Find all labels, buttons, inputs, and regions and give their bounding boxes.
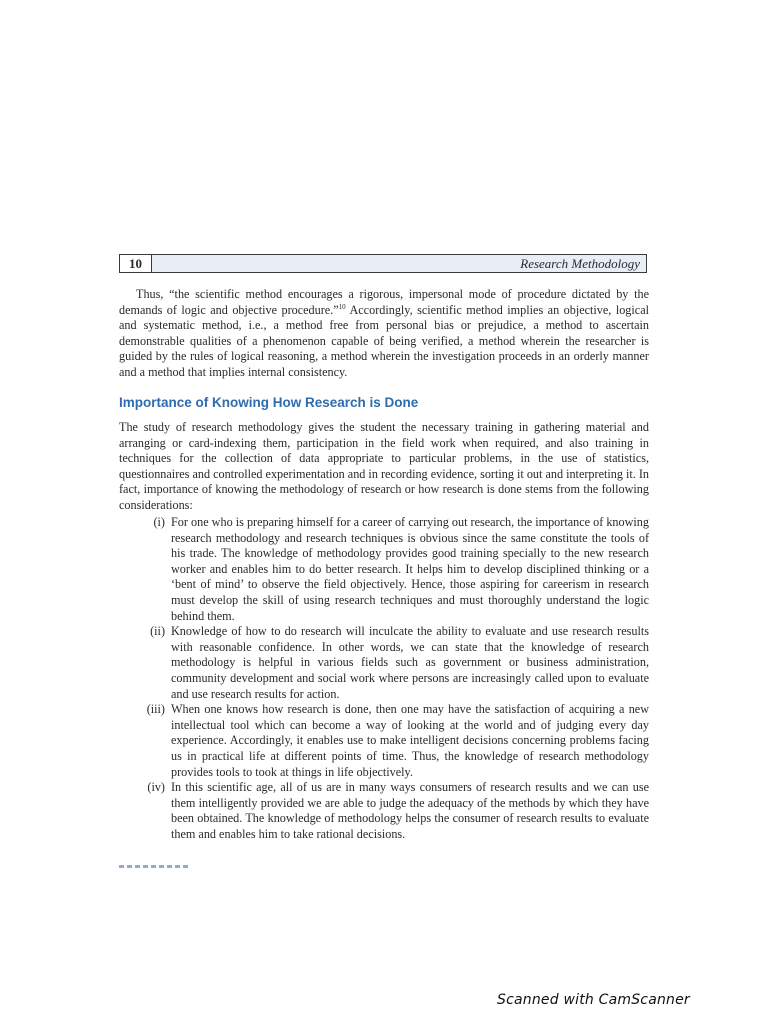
list-item-marker: (i) [153, 515, 165, 529]
footnote-marker: 10 [338, 302, 346, 311]
list-item [119, 624, 649, 702]
page-header [119, 254, 647, 273]
cut-off-heading-mark [119, 865, 191, 868]
list-item-text: In this scientific age, all of us are in many ways consumers of research results and we can use them intelligently provided we are able to judge the adequacy of the methods by which they have been obtained. The knowledge of methodology helps the consumer of research results to evaluate them and enables him to take rational decisions. [171, 780, 649, 841]
section-heading: Importance of Knowing How Research is Done [119, 395, 419, 410]
intro-paragraph [119, 287, 649, 381]
list-item [119, 780, 649, 842]
intro-text-after-note: Accordingly, scientific method implies an objective, logical and systematic method, i.e., a method free from personal bias or prejudice, a method to ascertain demonstrable qualities of a phenomenon capable of being verified, a method wherein the researcher is guided by the rules of logical reasoning, a method wherein the investigation proceeds in an orderly manner and a method that implies internal consistency. [119, 302, 649, 379]
considerations-list [119, 515, 649, 842]
cut-off-heading-fragment [119, 862, 191, 868]
list-item-marker: (ii) [150, 624, 165, 639]
list-item [119, 515, 649, 624]
page-number: 10 [120, 255, 152, 272]
list-item-text: When one knows how research is done, then one may have the satisfaction of acquiring a new intellectual tool which can become a way of looking at the world and of judging every day experience. Accordingly, it enables use to make intelligent decisions concerning problems facing us in practical life at different points of time. Thus, the knowledge of research methodology provides tools to took at things in life objectively. [171, 702, 649, 779]
list-item-text: For one who is preparing himself for a career of carrying out research, the importance of knowing research methodology and research techniques is obvious since the same constitute the tools of his trade. The knowledge of methodology provides good training specially to the new research worker and enables him to do better research. It helps him to develop disciplined thinking or a ‘bent of mind’ to observe the field objectively. Hence, those aspiring for careerism in research must develop the skill of using research techniques and must thoroughly understand the logic behind them. [171, 515, 649, 623]
running-title: Research Methodology [520, 255, 640, 271]
list-item-text: Knowledge of how to do research will inculcate the ability to evaluate and use research results with reasonable confidence. In other words, we can state that the knowledge of research methodology is helpful in various fields such as government or business administration, community development and social work where persons are increasingly called upon to evaluate and use research results for action. [171, 624, 649, 701]
intro-text-before-note: Thus, “the scientific method encourages a rigorous, impersonal mode of procedure dictated by the demands of logic and objective procedure.” [119, 287, 649, 317]
section-paragraph: The study of research methodology gives the student the necessary training in gathering material and arranging or card-indexing them, participation in the field work when required, and also training in techniques for the collection of data appropriate to particular problems, in the use of statistics, questionnaires and controlled experimentation and in recording evidence, sorting it out and interpreting it. In fact, importance of knowing the methodology of research or how research is done stems from the following considerations: [119, 420, 650, 512]
scanner-watermark: Scanned with CamScanner [497, 992, 690, 1008]
list-item [119, 702, 649, 780]
list-item-marker: (iii) [146, 702, 165, 717]
list-item-marker: (iv) [147, 780, 165, 795]
